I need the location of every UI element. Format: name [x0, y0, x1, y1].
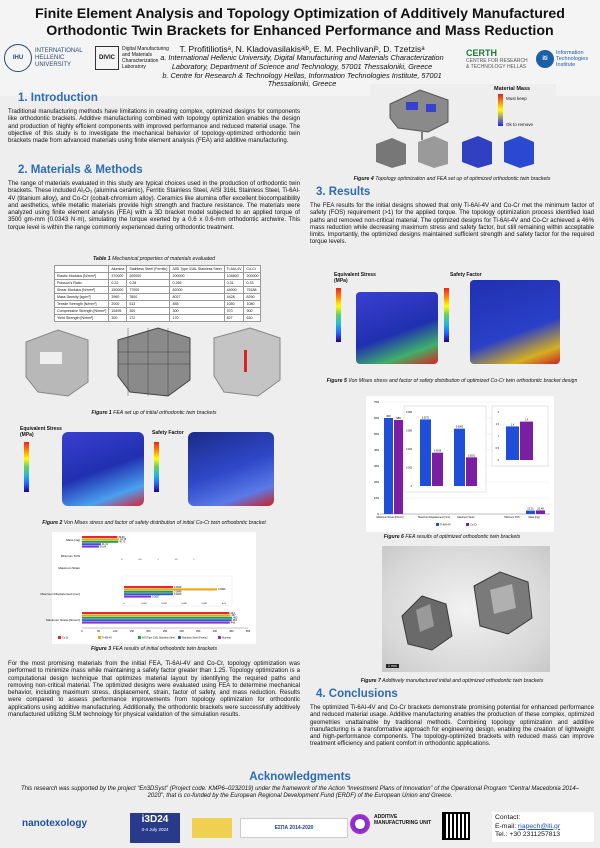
fig6-legend-swatch — [436, 523, 439, 526]
fig4-optimized-results — [376, 136, 534, 168]
table-row — [55, 308, 261, 315]
fig3-x-tick: 50 — [97, 630, 101, 633]
fig2-stress-label: Equivalent Stress (MPa) — [20, 426, 62, 438]
figure-1-label: Figure 1 — [91, 410, 112, 416]
fig3-disp-bar — [124, 596, 151, 598]
fig3-mass-label: 21.31 — [101, 543, 108, 546]
fig6-fos-label: 1.4 — [510, 423, 515, 427]
fig6-fos-y-tick: 1 — [497, 435, 499, 438]
fig3-category-label: Maximum Displacement [mm] — [40, 592, 80, 596]
ihu-logo — [4, 44, 87, 72]
figure-3-chart-panel — [40, 532, 256, 644]
fig3-x-tick: 350 — [196, 630, 201, 633]
affiliation-a: a. International Hellenic University, Digital Manufacturing and Materials Characterization Laboratory, Department of Science and Technology, 57001 Thessaloniki, Greece — [160, 53, 444, 71]
table-cell: Mass Density [kg/m³] — [55, 294, 109, 301]
certh-logo — [466, 48, 530, 70]
fig6-strain-bar — [454, 429, 465, 486]
fig6-inset-y-tick: 0.004 — [406, 448, 412, 451]
figure-4-caption — [310, 176, 594, 182]
table-cell: 200000 — [244, 273, 261, 280]
fig2-sf-label: Safety Factor — [152, 430, 184, 436]
fig3-stress-label: 447 — [231, 614, 236, 618]
table-cell: 0.22 — [109, 280, 127, 287]
fig6-category-label: Minimum FOS — [504, 516, 520, 519]
fig4-mass-label: Material Mass — [494, 86, 531, 92]
figure-1-brackets — [18, 322, 288, 404]
table-row — [55, 273, 261, 280]
fig3-legend-label: Ti-6Al-4V — [102, 636, 112, 640]
table-cell: 104800 — [224, 273, 244, 280]
fig3-mass-label: 19.04 — [99, 545, 106, 549]
table-cell: 485 — [170, 301, 224, 308]
table-header-cell: Alumina — [109, 266, 127, 273]
espa-logo: ΕΣΠΑ 2014-2020 — [274, 825, 314, 831]
fig6-fos-y-tick: 0 — [497, 459, 499, 462]
figure-4-caption-text: Topology optimization and FEA set up of optimized orthodontic twin brackets — [375, 176, 551, 182]
fig3-legend-label: Stainless Steel (Ferritic) — [182, 636, 208, 640]
table-cell: 15495 — [109, 308, 127, 315]
fig3-inset-tick: 0.006 — [181, 603, 187, 605]
fig6-category-label: Maximum Stress [N/mm²] — [376, 516, 404, 519]
fig3-legend-swatch — [138, 636, 141, 639]
figure-6-chart-panel — [366, 396, 554, 532]
fig6-legend-label: Co-Cr — [470, 523, 477, 527]
conclusions-text: The optimized Ti-6Al-4V and Co-Cr brackets demonstrate promising potential for enhanced performance and reduced material usage. Additive manufacturing enables the production of these complex, optimized geometries unattainable by traditional methods. Combining topology optimization and additive manufacturing is a transformative approach for engineering design, enabling the creation of lightweight and high-performance components. The topology-optimized brackets with reduced mass can improve treatment efficiency and patient comfort in orthodontic applications. — [310, 704, 594, 748]
table-cell: 900 — [244, 308, 261, 315]
table-header-cell: Ti-6Al-4V — [224, 266, 244, 273]
dmc-emblem: DIVIC — [95, 46, 119, 70]
figure-5-label: Figure 5 — [326, 378, 347, 384]
contact-label: Contact: — [495, 814, 521, 821]
table-cell: 82000 — [170, 287, 224, 294]
figure-6-label: Figure 6 — [383, 534, 404, 540]
table-cell: 2000 — [109, 301, 127, 308]
nanotex-logo: nanotexology — [22, 818, 88, 829]
fig3-mass-label: 40.73 — [119, 540, 126, 544]
intro-heading: 1. Introduction — [18, 92, 98, 104]
fig6-y-tick: 700 — [373, 400, 379, 404]
table-cell: Elastic Modulus [N/mm²] — [55, 273, 109, 280]
i3d-logo-text: i3D24 — [141, 814, 169, 825]
fig3-legend-label: Co-Cr — [62, 636, 69, 640]
fig3-fos-tick: 0 — [121, 559, 123, 561]
fig3-mass-label: 39.89 — [118, 535, 125, 539]
amu-emblem-icon — [350, 814, 370, 834]
fig6-mass-label: 21.31 — [527, 507, 534, 511]
eu-funding-logos — [240, 818, 348, 838]
i3d-banner — [192, 818, 232, 838]
materials-text: The range of materials evaluated in this study are typical choices used in the production of orthodontic twin brackets. These included Al₂O₃ (alumina ceramic), Ferritic Stainless Steel, AISI 316L Stainless Steel, Ti-6Al-4V (titanium alloy), and Co-Cr (cobalt-chromium alloy). Ceramics like alumina offer excellent biocompatibility and aesthetics, while metallic materials provide high strength and fracture resistance. The materials were analyzed using finite element analysis (FEA) with a 3D bracket model subjected to an applied torque of 3500 gm-mm (0.0343 N·m), simulating the torque exerted by a 0.6 x 0.6-mm orthodontic archwire. This torque level is within the range commonly experienced during orthodontic treatment. — [8, 180, 300, 231]
fig3-x-tick: 150 — [129, 630, 134, 633]
fig2-sf-bracket — [188, 432, 274, 506]
fig6-inset-y-tick: 0.002 — [406, 466, 412, 470]
fig3-category-label: Minimum FOS — [60, 554, 80, 558]
right-logos — [466, 48, 600, 70]
fig3-stress-label: 444 — [230, 611, 235, 615]
contact-email-row — [495, 823, 591, 832]
figure-2-caption-text: Von Mises stress and factor of safety distribution of initial Co-Cr twin orthodontic bracket — [63, 520, 266, 526]
contact-box — [492, 812, 594, 842]
fig6-legend-label: Ti-6Al-4V — [440, 523, 451, 527]
table-cell: 370000 — [109, 273, 127, 280]
fig3-mass-bar — [82, 546, 99, 548]
intro-text: Traditional manufacturing methods have limitations in creating complex, optimized designs for components like orthodontic brackets. Additive manufacturing combined with topology optimization enables the design and production of highly efficient components with improved performance and reduced material usage. The objective of this study is to investigate the mechanical behavior of topology-optimized orthodontic twin brackets made from advanced materials using finite element analysis (FEA) and additive manufacturing. — [8, 108, 300, 145]
fig3-x-tick: 300 — [179, 630, 184, 633]
fig6-legend-swatch — [466, 523, 469, 526]
fig6-mass-label: 22.48 — [537, 507, 544, 511]
fig3-disp-bar — [124, 593, 173, 595]
fig3-legend-swatch — [178, 636, 181, 639]
amu-name: ADDITIVE MANUFACTURING UNIT — [374, 814, 432, 826]
fig4-ok-remove: Ok to remove — [506, 122, 534, 127]
fig4-material-mass-colorbar — [498, 94, 503, 126]
title-line-2: Orthodontic Twin Brackets for Enhanced Performance and Mass Reduction — [46, 23, 554, 39]
i3d-logo — [130, 813, 180, 843]
fig3-x-tick: 400 — [212, 630, 217, 633]
fig6-y-tick: 0 — [377, 512, 379, 516]
fig6-category-label: Mass [mg] — [528, 516, 540, 519]
fig3-stress-bar — [82, 619, 232, 621]
table1-caption — [8, 256, 300, 262]
table-cell: Poisson's Ratio — [55, 280, 109, 287]
fig5-sf-colorbar — [444, 288, 449, 342]
figure-5-caption-text: Von Mises stress and factor of safety distribution of optimized Co-Cr twin orthodontic bracket design — [348, 378, 578, 384]
fig2-stress-colorbar — [24, 442, 29, 492]
bracket-mesh-model — [118, 328, 190, 396]
fig5-sf-label: Safety Factor — [450, 272, 482, 278]
results-text: The FEA results for the initial designs showed that only Ti-6Al-4V and Co-Cr met the minimum factor of safety (FOS) requirement (>1) for the applied torque. The topology optimization process identified load paths and removed non-critical material. The optimized designs for Ti-6Al-4V and Co-Cr achieved a 46% mass reduction while decreasing maximum stress and safety factor, but still remaining within acceptable limits. Importantly, the optimized designs maintained sufficient strength and safety factor for the required torque levels. — [310, 202, 594, 246]
table-cell: 1050 — [224, 301, 244, 308]
fig6-inset-y-tick: 0 — [410, 485, 412, 488]
table-cell: 44000 — [224, 287, 244, 294]
fig3-stress-label: 452 — [233, 616, 238, 620]
figure-6-caption — [310, 534, 594, 540]
fig3-mass-bar — [82, 541, 118, 543]
title-line-1: Finite Element Analysis and Topology Optimization of Additively Manufactured — [35, 6, 565, 22]
figure-5-caption — [310, 378, 594, 384]
fig6-strain-bar — [466, 457, 477, 486]
fig6-strain-label: 0.0031 — [467, 454, 476, 458]
fig5-sf-bracket — [470, 280, 560, 364]
figure-5-image — [332, 268, 570, 370]
fig3-stress-bar — [82, 622, 230, 624]
bracket-gray-model — [26, 330, 88, 396]
figure-4-label: Figure 4 — [353, 176, 374, 182]
fig6-y-tick: 300 — [373, 464, 379, 468]
table-row — [55, 315, 261, 322]
affiliation-b: b. Centre for Research & Technology Hellas, Information Technologies Institute, 57001 Thessaloniki, Greece — [162, 70, 442, 89]
fig3-stress-label: 451 — [232, 619, 238, 622]
i3d-date: 3-4 July 2024 — [141, 827, 169, 832]
fig6-fos-y-tick: 1.5 — [495, 423, 499, 426]
table-row — [55, 294, 261, 301]
fig6-inset-y-tick: 0.008 — [406, 411, 412, 414]
fig6-y-tick: 200 — [373, 480, 379, 484]
ack-heading: Acknowledgments — [249, 771, 351, 783]
fig3-disp-bar — [124, 591, 173, 593]
table-cell: Tensile Strength [N/mm²] — [55, 301, 109, 308]
poster-title — [0, 6, 600, 40]
table-cell: 200000 — [170, 273, 224, 280]
table-cell: 172 — [127, 315, 170, 322]
fig3-mass-bar — [82, 538, 119, 540]
fig3-inset-tick: 0.01 — [221, 603, 227, 605]
fig3-legend-label: AISI Type 316L Stainless Steel — [142, 636, 175, 640]
fig6-fos-bar — [520, 422, 533, 460]
fig6-y-tick: 500 — [373, 432, 379, 436]
iti-logo — [536, 50, 600, 68]
fig2-stress-bracket — [62, 432, 144, 506]
fig2-sf-colorbar — [154, 442, 159, 492]
fig3-legend-label: Alumina — [222, 636, 231, 640]
table-cell: 3960 — [109, 294, 127, 301]
figure-7-label: Figure 7 — [360, 678, 381, 684]
fig3-inset-tick: 0.008 — [201, 603, 207, 605]
figure-6-caption-text: FEA results of optimized orthodontic twin brackets — [405, 534, 521, 540]
materials-text-2: For the most promising materials from the initial FEA, Ti-6Al-4V and Co-Cr, topology optimization was performed to minimize mass while maintaining a safety factor greater than 1.25. Topology optimization is a computational design technique that optimizes material layout by identifying the required paths and removing non-critical material. The optimized designs were evaluated using FEA to determine mechanical behavior, including maximum stress, displacement, strain, factor of safety, and mass reduction. Results were compared to assess performance improvements from topology optimization for orthodontic applications using additive manufacturing. Additionally, the orthodontic brackets were successfully additively manufactured utilizing SLM technology for physical validation of the simulation results. — [8, 660, 300, 719]
fig3-legend-swatch — [98, 636, 101, 639]
fig6-mass-bar — [526, 511, 535, 514]
fig4-design-space — [390, 90, 448, 132]
fig4-must-keep: Must keep — [506, 96, 527, 101]
table-cell: 77000 — [127, 287, 170, 294]
fig3-mass-bar — [82, 536, 117, 538]
figure-3-chart — [40, 532, 256, 644]
certh-name: CERTH — [466, 48, 497, 58]
figure-3-label: Figure 3 — [90, 646, 112, 652]
fig3-x-tick: 0 — [81, 630, 83, 633]
figure-2-label: Figure 2 — [42, 520, 63, 526]
figure-1-caption — [8, 410, 300, 416]
fig3-fos-tick: 1.5 — [174, 559, 178, 561]
table-cell: 300 — [109, 315, 127, 322]
table-cell: Yield Strength [N/mm²] — [55, 315, 109, 322]
fig3-stress-bar — [82, 617, 232, 619]
table-cell: 7800 — [127, 294, 170, 301]
fig6-disp-bar — [420, 419, 431, 486]
table1-label: Table 1 — [92, 256, 111, 262]
fig3-x-tick: 450 — [229, 630, 234, 633]
fig3-x-tick: 250 — [162, 630, 168, 633]
table-header-cell — [55, 266, 109, 273]
fig6-y-tick: 600 — [373, 416, 379, 420]
figure-7-photo — [382, 546, 550, 672]
table-cell: 170 — [170, 315, 224, 322]
table-header-cell: Stainless Steel (Ferritic) — [127, 266, 170, 273]
fig3-mass-bar — [82, 543, 101, 545]
fig6-y-tick: 100 — [373, 496, 379, 500]
fig3-disp-label: 0.0049 — [174, 585, 182, 589]
figure-2-caption — [8, 520, 300, 526]
figure-7-caption-text: Additively manufactured initial and optimized orthodontic twin brackets — [382, 678, 544, 684]
fig6-stress-label: 600 — [386, 415, 391, 418]
materials-heading: 2. Materials & Methods — [18, 164, 143, 176]
table-cell: 970 — [224, 308, 244, 315]
table-header-cell: Co-Cr — [244, 266, 261, 273]
table-cell: Compressive Strength [N/mm²] — [55, 308, 109, 315]
fig6-y-tick: 400 — [373, 448, 379, 452]
fig3-inset-tick: 0 — [123, 603, 125, 605]
authors-block — [142, 44, 462, 89]
table-cell: 827 — [224, 315, 244, 322]
fig3-fos-tick: 0.5 — [138, 559, 142, 561]
table-cell: 630 — [244, 315, 261, 322]
figure-3-caption — [8, 646, 300, 652]
fig6-strain-label: 0.0062 — [455, 425, 464, 429]
fig6-stress-bar — [384, 418, 393, 514]
fig3-fos-tick: 2 — [193, 559, 195, 561]
dmc-name: Digital Manufacturing and Materials Characterization Laboratory — [122, 46, 169, 70]
table-cell: 300 — [170, 308, 224, 315]
figure-4-image — [370, 84, 556, 170]
contact-phone: Tel.: +30 2311257813 — [495, 831, 561, 838]
table1-caption-text: Mechanical properties of materials evaluated — [112, 256, 216, 262]
table-cell: 0.265 — [170, 280, 224, 287]
table-cell: 75188 — [244, 287, 261, 294]
fig7-scale-bar: 1 mm — [388, 664, 397, 668]
fig3-disp-label: 0.0049 — [174, 593, 182, 596]
figure-1-image — [18, 322, 288, 404]
fig6-disp-label: 0.0036 — [433, 449, 442, 453]
fig6-disp-bar — [432, 453, 443, 486]
figure-4-optimization — [370, 84, 556, 170]
fig5-stress-bracket — [356, 292, 438, 364]
fig3-category-label: Maximum Strain — [58, 566, 80, 570]
figure-3-caption-text: FEA results of initial orthodontic twin brackets — [112, 646, 218, 652]
fig3-disp-bar — [124, 586, 173, 588]
fig6-category-label: Maximum Strain — [457, 516, 475, 519]
table-row — [55, 287, 261, 294]
bracket-loaded-model — [214, 328, 280, 396]
contact-email-link[interactable]: riapech@iti.gr — [518, 822, 561, 830]
iti-emblem-icon: iti — [536, 50, 554, 68]
fig3-disp-label: 0.0027 — [152, 595, 160, 599]
table-cell: 200000 — [127, 273, 170, 280]
results-heading: 3. Results — [316, 186, 371, 198]
fig6-fos-y-tick: 0.5 — [495, 447, 499, 450]
fig3-disp-label: 0.0049 — [174, 590, 182, 594]
fig3-inset-tick: 0.004 — [161, 603, 167, 605]
figure-1-caption-text: FEA set up of initial orthodontic twin brackets — [113, 410, 217, 416]
materials-table — [54, 265, 261, 322]
ihu-name: INTERNATIONAL HELLENIC UNIVERSITY — [35, 47, 83, 68]
certh-sub: CENTRE FOR RESEARCH & TECHNOLOGY HELLAS — [466, 58, 528, 70]
table-cell: 0.31 — [224, 280, 244, 287]
fig6-category-label: Maximum Displacement [mm] — [418, 516, 450, 519]
fig3-stress-bar — [82, 614, 230, 616]
ihu-emblem-icon: IHU — [4, 44, 32, 72]
fig6-disp-label: 0.0072 — [421, 416, 430, 420]
fig6-mass-bar — [536, 510, 545, 514]
ack-text: This research was supported by the project “En3DSyst” (Project code: KMP6–0232019) under the framework of the Action “Investment Plans of Innovation” of the Operational Program “Central Macedonia 2014–2020”, that is co-funded by the European Regional Development Fund (ERDF) of the European Union and Greece. — [20, 786, 580, 800]
fig3-category-label: Maximum Stress [N/mm²] — [46, 618, 80, 622]
table-cell: 300 — [127, 308, 170, 315]
fig3-inset-tick: 0.002 — [141, 603, 147, 605]
table-cell: 0.33 — [244, 280, 261, 287]
table-cell: 513 — [127, 301, 170, 308]
iti-name: Information Technologies Institute — [556, 50, 589, 68]
fig6-stress-label: 588 — [396, 416, 401, 420]
table-cell: 0.28 — [127, 280, 170, 287]
author-names: T. Profitiliotisᵃ, N. Kladovasilakisᵃʲᵇ, E. M. Pechlivaniᵇ, D. Tzetzisᵃ — [179, 44, 425, 54]
table-header-row — [55, 266, 261, 273]
qr-code-icon — [442, 812, 470, 840]
fig3-mass-label: 41.78 — [120, 538, 127, 542]
table-row — [55, 280, 261, 287]
table-cell: 1080 — [244, 301, 261, 308]
figure-7-printed-brackets — [382, 546, 550, 672]
conclusions-heading: 4. Conclusions — [316, 688, 398, 700]
figure-6-chart — [366, 396, 554, 532]
table-cell: 4428 — [224, 294, 244, 301]
fig3-legend-swatch — [218, 636, 221, 639]
fig3-stress-label: 445 — [230, 621, 236, 625]
fig3-fos-tick: 1 — [157, 559, 159, 561]
fig5-stress-label: Equivalent Stress (MPa) — [334, 272, 376, 284]
table-row — [55, 301, 261, 308]
fig3-disp-label: 0.0093 — [218, 588, 226, 592]
fig3-category-label: Mass [mg] — [66, 538, 80, 542]
fig3-x-tick: 500 — [245, 630, 251, 633]
table-cell: 150000 — [109, 287, 127, 294]
table-cell: Shear Modulus [N/mm²] — [55, 287, 109, 294]
fig3-legend-swatch — [58, 636, 61, 639]
fig3-x-tick: 100 — [113, 630, 118, 633]
email-label: E-mail: — [495, 822, 519, 830]
table-cell: 8027 — [170, 294, 224, 301]
figure-2-image — [18, 424, 288, 516]
table-cell: 8290 — [244, 294, 261, 301]
fig6-fos-label: 1.6 — [524, 418, 529, 422]
fig6-stress-bar — [394, 420, 403, 514]
fig3-stress-bar — [82, 612, 229, 614]
fig6-fos-y-tick: 2 — [497, 411, 499, 414]
fig6-inset-y-tick: 0.006 — [406, 429, 412, 433]
fig6-fos-bar — [506, 426, 519, 460]
fig3-x-tick: 200 — [146, 630, 151, 633]
fig5-stress-colorbar — [336, 288, 341, 342]
figure-7-caption — [310, 678, 594, 684]
table-header-cell: AISI Type 316L Stainless Steel — [170, 266, 224, 273]
